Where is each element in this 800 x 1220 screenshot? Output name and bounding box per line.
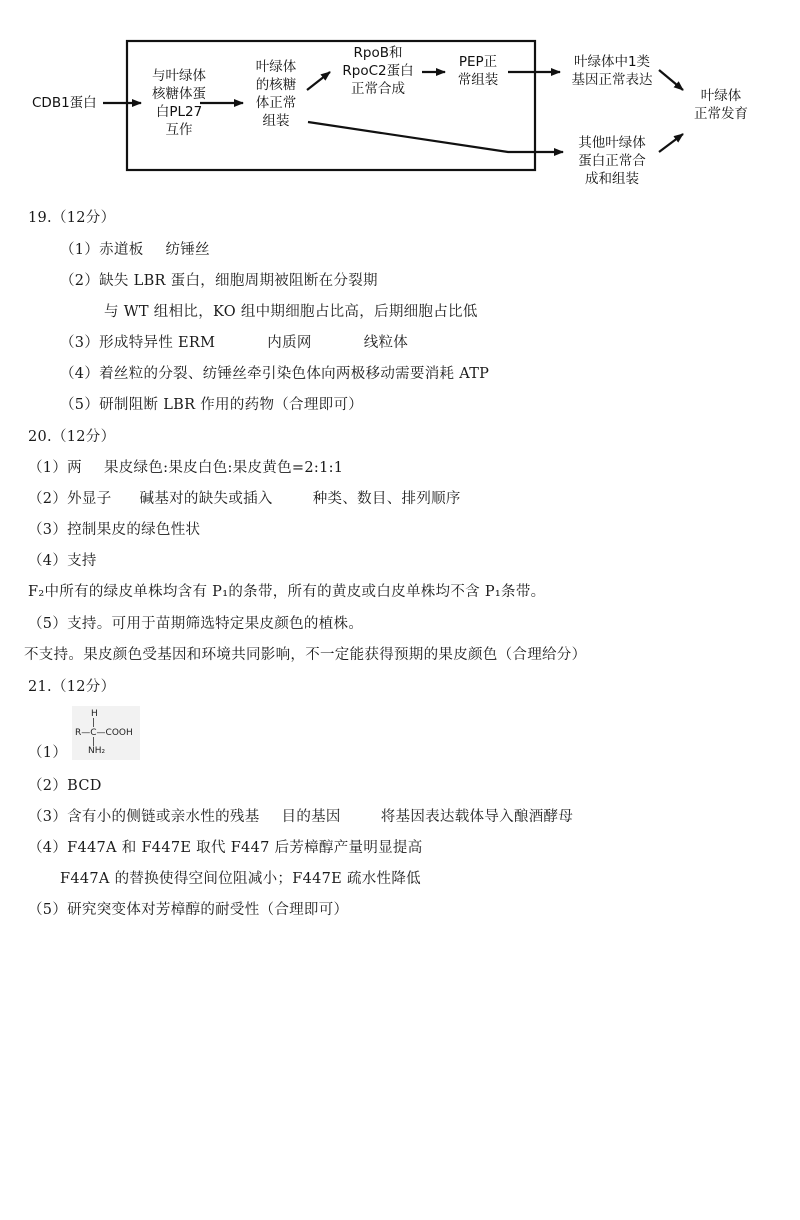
node-interact xyxy=(142,67,216,139)
q20-answer-2 xyxy=(28,489,461,509)
node-result-line: 正常发育 xyxy=(694,106,748,122)
q19-a3-part: （3）形成特异性 ERM xyxy=(60,335,216,351)
q19-answer-3 xyxy=(60,333,408,353)
q20-answer-1 xyxy=(28,458,343,478)
q20-a2-part: 碱基对的缺失或插入 xyxy=(139,491,273,507)
cdb1-label: CDB1蛋白 xyxy=(32,95,97,111)
node-rpo-line: 正常合成 xyxy=(351,81,405,97)
q21-answer-3 xyxy=(28,807,573,827)
q19-a1-part: （1）赤道板 xyxy=(60,242,144,258)
q19-answer-2: （2）缺失 LBR 蛋白，细胞周期被阻断在分裂期 xyxy=(60,273,378,289)
q20-a2-part: 种类、数目、排列顺序 xyxy=(312,491,461,507)
node-rpo-line: RpoB和 xyxy=(353,45,403,61)
q20-answer-3: （3）控制果皮的绿色性状 xyxy=(28,522,201,538)
node-interact-line: 白PL27 xyxy=(155,104,203,120)
node-rpo-line: RpoC2蛋白 xyxy=(342,63,414,79)
node-other xyxy=(562,134,662,188)
q20-a2-part: （2）外显子 xyxy=(28,491,112,507)
q21-a3-part: 将基因表达载体导入酿酒酵母 xyxy=(380,809,574,825)
q21-header: 21.（12分） xyxy=(28,679,116,695)
node-pep-line: PEP正 xyxy=(458,54,498,70)
node-class1-line: 基因正常表达 xyxy=(571,72,653,88)
node-pep xyxy=(448,53,508,89)
q20-header: 20.（12分） xyxy=(28,429,116,445)
q19-a3-part: 内质网 xyxy=(267,335,312,351)
node-result-line: 叶绿体 xyxy=(700,88,742,104)
q19-a3-part: 线粒体 xyxy=(363,335,409,351)
node-rpo xyxy=(333,44,423,98)
node-ribosome xyxy=(248,58,304,130)
arrow-to-other xyxy=(308,122,563,152)
diagram-lines xyxy=(0,0,800,200)
node-pep-line: 常组装 xyxy=(457,72,499,88)
node-interact-line: 互作 xyxy=(165,122,193,138)
node-interact-line: 与叶绿体 xyxy=(152,68,206,84)
formula-h: H xyxy=(91,709,98,719)
amino-acid-formula xyxy=(72,706,140,760)
q20-a1-part: 果皮绿色:果皮白色:果皮黄色=2:1:1 xyxy=(103,460,344,476)
node-interact-line: 核糖体蛋 xyxy=(152,86,206,102)
formula-nh2: NH₂ xyxy=(88,746,106,756)
formula-main: R—C—COOH xyxy=(75,728,133,738)
q19-a1-part: 纺锤丝 xyxy=(165,242,210,258)
q21-answer-5: （5）研究突变体对芳樟醇的耐受性（合理即可） xyxy=(28,902,349,918)
node-result xyxy=(684,87,758,123)
q21-a3-part: （3）含有小的侧链或亲水性的残基 xyxy=(28,809,260,825)
q19-header: 19.（12分） xyxy=(28,210,116,226)
node-ribosome-line: 组装 xyxy=(262,113,290,129)
node-class1 xyxy=(562,53,662,89)
pathway-diagram xyxy=(0,0,800,200)
q20-answer-4: （4）支持 xyxy=(28,553,97,569)
q20-answer-5b: 不支持。果皮颜色受基因和环境共同影响，不一定能获得预期的果皮颜色（合理给分） xyxy=(24,647,587,663)
arrow-class1-result xyxy=(659,70,683,90)
formula-bond-bottom: | xyxy=(92,737,96,747)
node-other-line: 成和组装 xyxy=(585,171,639,187)
q21-answer-1: （1） xyxy=(28,745,68,761)
q19-answer-4: （4）着丝粒的分裂、纺锤丝牵引染色体向两极移动需要消耗 ATP xyxy=(60,366,490,382)
q21-answer-4: （4）F447A 和 F447E 取代 F447 后芳樟醇产量明显提高 xyxy=(28,840,423,856)
q21-answer-2: （2）BCD xyxy=(28,778,102,794)
q20-answer-4b: F₂中所有的绿皮单株均含有 P₁的条带，所有的黄皮或白皮单株均不含 P₁条带。 xyxy=(28,584,546,600)
q19-answer-2b: 与 WT 组相比，KO 组中期细胞占比高，后期细胞占比低 xyxy=(104,304,478,320)
arrow-to-rpo xyxy=(307,72,330,90)
arrow-other-result xyxy=(659,134,683,152)
q19-answer-1 xyxy=(60,240,210,260)
node-ribosome-line: 体正常 xyxy=(255,95,297,111)
node-ribosome-line: 叶绿体 xyxy=(255,59,297,75)
q20-a1-part: （1）两 xyxy=(28,460,82,476)
q20-answer-5: （5）支持。可用于苗期筛选特定果皮颜色的植株。 xyxy=(28,616,364,632)
node-other-line: 蛋白正常合 xyxy=(578,153,646,169)
node-other-line: 其他叶绿体 xyxy=(578,135,646,151)
node-ribosome-line: 的核糖 xyxy=(255,77,297,93)
q21-a3-part: 目的基因 xyxy=(281,809,341,825)
node-class1-line: 叶绿体中1类 xyxy=(573,54,651,70)
q19-answer-5: （5）研制阻断 LBR 作用的药物（合理即可） xyxy=(60,397,364,413)
formula-bond-top: | xyxy=(92,718,96,728)
q21-answer-4b: F447A 的替换使得空间位阻减小；F447E 疏水性降低 xyxy=(60,871,421,887)
